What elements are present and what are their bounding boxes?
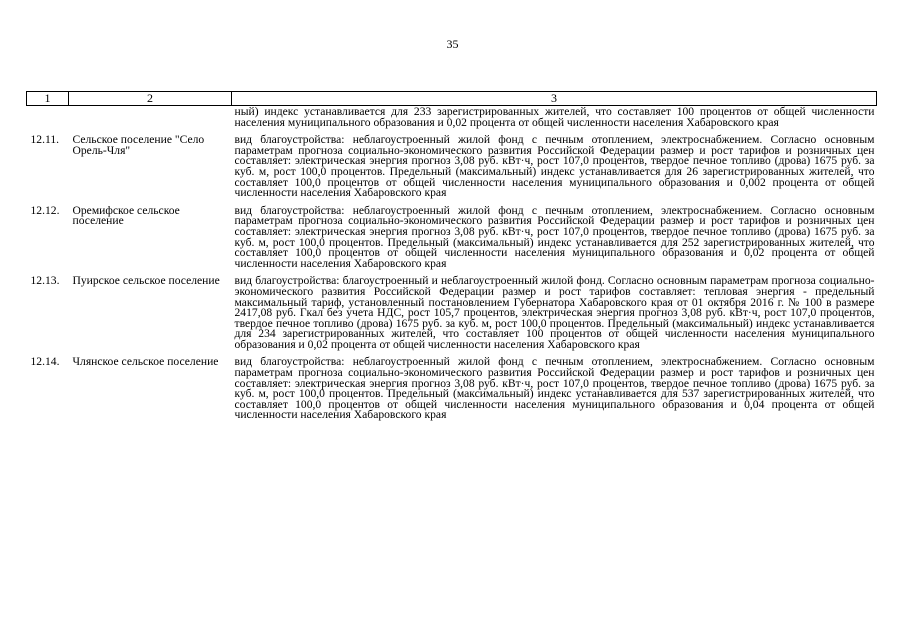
settlement-name: Сельское поселение "Село Орель-Чля" [72, 133, 205, 157]
settlement-name: Оремифское сельское поселение [72, 203, 180, 228]
page-number: 35 [446, 37, 459, 51]
table-row [27, 199, 877, 270]
row-text: ный) индекс устанавливается для 233 зарегистрированных жителей, что составляет 100 процентов от общей численности населения муниципального образования и 0,02 процента от общей численности населения Хабаровского края [234, 105, 875, 129]
row-number: 12.14. [30, 355, 60, 369]
row-number: 12.11. [30, 133, 60, 147]
table-header [27, 92, 877, 106]
header-col-3: 3 [232, 92, 877, 106]
settlement-name: Пуирское сельское поселение [72, 274, 220, 288]
table-row [27, 128, 877, 199]
row-text: вид благоустройства: неблагоустроенный жилой фонд с печным отоплением, электроснабжением. Согласно основным параметрам прогноза социально-экономического развития Российской Федерации размер и рост тарифов и розничных цен составляет: электрическая энергия прогноз 3,08 руб. кВт·ч, рост 107,0 процентов, твердое печное топливо (дрова) 1675 руб. за куб. м, рост 100,0 процентов. Предельный (максимальный) индекс устанавливается для 252 зарегистрированных жителей, что составляет 100,0 процентов от общей численности населения муниципального образования и 0,02 процента от общей численности населения Хабаровского края [234, 203, 875, 270]
table-row [27, 269, 877, 350]
settlement-name: Члянское сельское поселение [72, 355, 219, 369]
table-row-continuation [27, 106, 877, 129]
row-number: 12.13. [30, 274, 60, 288]
table-row [27, 350, 877, 421]
header-col-2: 2 [69, 92, 232, 106]
row-text: вид благоустройства: неблагоустроенный жилой фонд с печным отоплением, электроснабжением. Согласно основным параметрам прогноза социально-экономического развития Российской Федерации размер и рост тарифов и розничных цен составляет: электрическая энергия прогноз 3,08 руб. кВт·ч, рост 107,0 процентов, твердое печное топливо (дрова) 1675 руб. за куб. м, рост 100,0 процентов. Предельный (максимальный) индекс устанавливается для 26 зарегистрированных жителей, что составляет 100,0 процентов от общей численности населения муниципального образования и 0,002 процента от общей численности населения Хабаровского края [234, 133, 875, 200]
tariff-table [26, 91, 877, 421]
header-col-1: 1 [27, 92, 69, 106]
row-text: вид благоустройства: неблагоустроенный жилой фонд с печным отоплением, электроснабжением. Согласно основным параметрам прогноза социально-экономического развития Российской Федерации размер и рост тарифов и розничных цен составляет: электрическая энергия прогноз 3,08 руб. кВт·ч, рост 107,0 процентов, твердое печное топливо (дрова) 1675 руб. за куб. м, рост 100,0 процентов. Предельный (максимальный) индекс устанавливается для 537 зарегистрированных жителей, что составляет 100,0 процентов от общей численности населения муниципального образования и 0,04 процента от общей численности населения Хабаровского края [234, 355, 875, 422]
row-number: 12.12. [30, 203, 60, 217]
row-text: вид благоустройства: благоустроенный и неблагоустроенный жилой фонд. Согласно основным параметрам прогноза социально-экономического развития Российской Федерации размер и рост тарифов составляет: тепловая энергия - предельный максимальный тариф, установленный постановлением Губернатора Хабаровского края от 01 октября 2016 г. № 100 в размере 2417,08 руб. Гкал без учета НДС, рост 105,7 процентов, электрическая энергия прогноз 3,08 руб. кВт·ч, рост 107,0 процентов, твердое печное топливо (дрова) 1675 руб. за куб. м, рост 100,0 процентов. Предельный (максимальный) индекс устанавливается для 234 зарегистрированных жителей, что составляет 100 процентов от общей численности населения муниципального образования и 0,02 процента от общей численности населения Хабаровского края [234, 274, 875, 351]
